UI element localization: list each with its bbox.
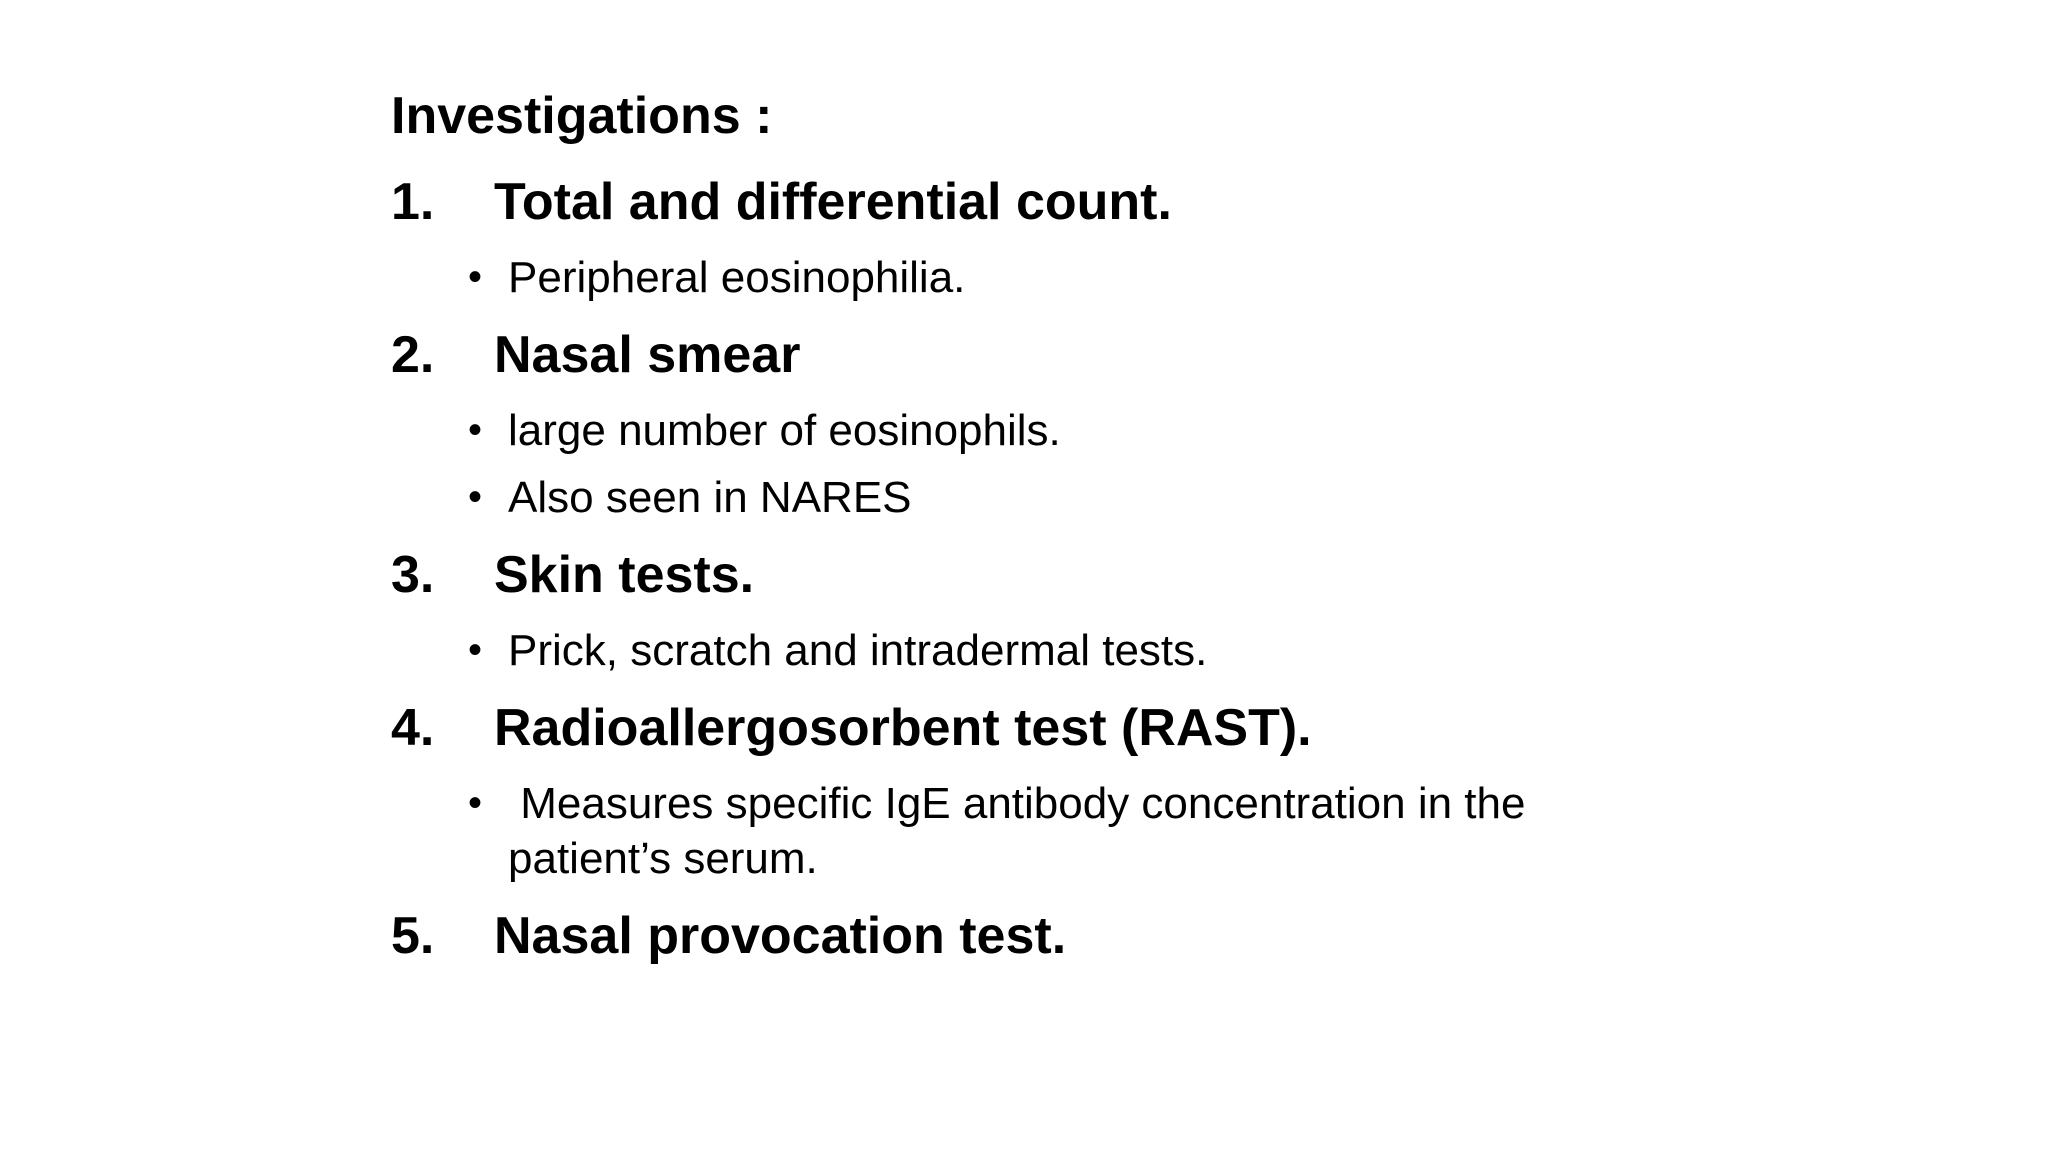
- bullet-list-4: [391, 776, 1691, 886]
- bullet-list-1: [391, 250, 1691, 305]
- bullet-list-2: [391, 403, 1691, 525]
- bullet-item: [391, 776, 1578, 886]
- item-number: 3.: [391, 546, 435, 604]
- bullet-text: Also seen in NARES: [508, 473, 912, 522]
- item-title: Nasal smear: [494, 326, 801, 384]
- numbered-item-3: [391, 539, 1691, 611]
- item-title: Radioallergosorbent test (RAST).: [494, 699, 1312, 757]
- item-number: 1.: [391, 173, 435, 231]
- numbered-item-5: [391, 900, 1691, 972]
- slide-content: [391, 80, 1691, 972]
- item-title: Nasal provocation test.: [494, 907, 1067, 965]
- bullet-item: [391, 250, 1578, 305]
- bullet-dot-icon: •: [468, 628, 483, 672]
- bullet-dot-icon: •: [468, 255, 483, 299]
- bullet-item: [391, 623, 1578, 678]
- bullet-dot-icon: •: [468, 781, 483, 825]
- bullet-item: [391, 470, 1578, 525]
- item-number: 5.: [391, 907, 435, 965]
- item-title: Total and differential count.: [494, 173, 1172, 231]
- numbered-item-2: [391, 319, 1691, 391]
- item-title: Skin tests.: [494, 546, 755, 604]
- bullet-dot-icon: •: [468, 475, 483, 519]
- bullet-text: Measures specific IgE antibody concentration in the patient’s serum.: [508, 779, 1538, 883]
- bullet-list-3: [391, 623, 1691, 678]
- item-number: 2.: [391, 326, 435, 384]
- numbered-item-4: [391, 692, 1691, 764]
- item-number: 4.: [391, 699, 435, 757]
- bullet-text: Peripheral eosinophilia.: [508, 253, 966, 302]
- bullet-text: large number of eosinophils.: [508, 406, 1061, 455]
- slide-heading: Investigations :: [391, 87, 773, 145]
- bullet-item: [391, 403, 1578, 458]
- bullet-dot-icon: •: [468, 408, 483, 452]
- numbered-item-1: [391, 166, 1691, 238]
- bullet-text: Prick, scratch and intradermal tests.: [508, 626, 1208, 675]
